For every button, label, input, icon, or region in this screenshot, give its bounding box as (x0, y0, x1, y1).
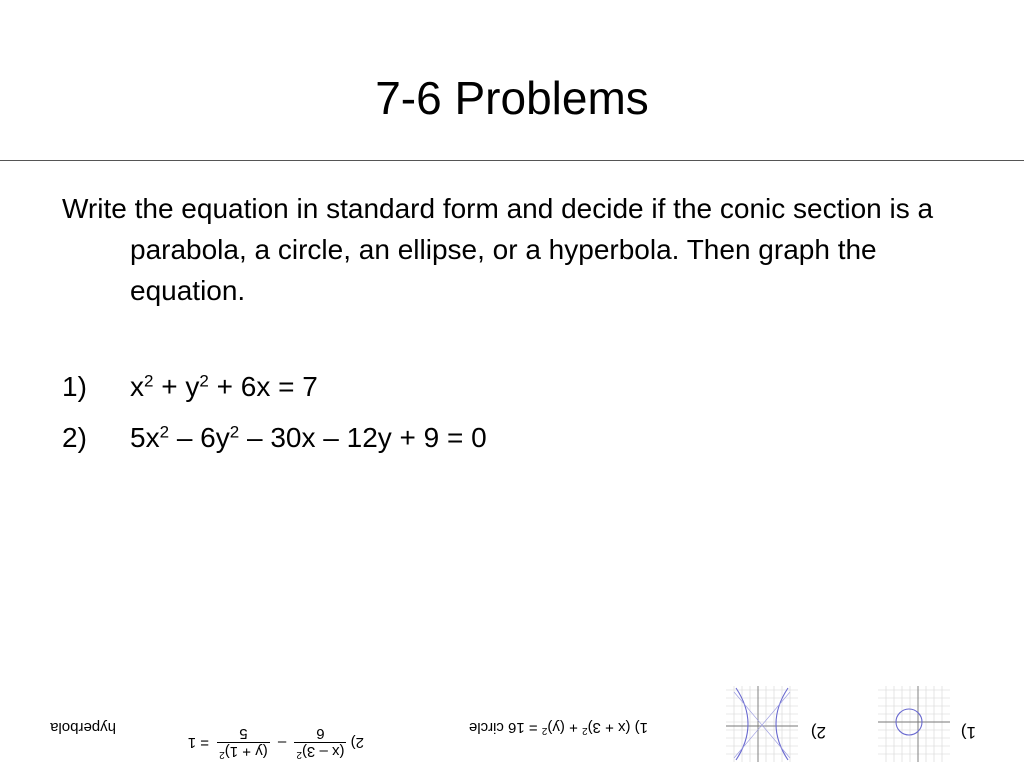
answer-1 (469, 719, 648, 736)
answer-graph-2-label: 2) (810, 723, 826, 742)
exponent: 2 (144, 371, 154, 391)
exponent: 2 (159, 422, 170, 442)
denominator: 6 (316, 725, 325, 742)
answer-text: = 16 circle (468, 719, 542, 736)
problem-number: 2) (62, 422, 87, 453)
equation-part: – 6y (169, 422, 230, 453)
answer-key (0, 682, 1024, 768)
instructions-text: Write the equation in standard form and decide if the conic section is a parabola, a circle, an ellipse, or a hyperbola. Then graph the equation. (62, 193, 934, 306)
numerator (294, 742, 346, 760)
numerator-text: (x – 3) (301, 743, 345, 760)
numerator-text: (y + 1) (224, 743, 268, 760)
answer-text: 1) (x + 3) (587, 719, 648, 736)
fraction (294, 725, 346, 760)
minus-sign: – (277, 734, 287, 751)
problem-1 (62, 370, 318, 404)
answer-text: = 1 (187, 734, 210, 751)
answer-2-type: hyperbola (50, 719, 116, 736)
slide-title: 7-6 Problems (375, 72, 649, 124)
denominator: 5 (239, 725, 248, 742)
exponent: 2 (541, 725, 548, 736)
title-divider (0, 160, 1024, 161)
exponent: 2 (199, 371, 209, 391)
exponent: 2 (219, 749, 225, 760)
equation-part: – 30x – 12y + 9 = 0 (239, 422, 487, 453)
fraction (217, 725, 270, 760)
equation-part: + y (153, 371, 200, 402)
exponent: 2 (296, 749, 302, 760)
equation-part: + 6x = 7 (208, 371, 318, 402)
answer-graph-1-label: 1) (960, 723, 976, 742)
problem-2 (62, 421, 487, 455)
answer-text: + (y) (547, 719, 582, 736)
hyperbola-graph-thumbnail (726, 686, 798, 762)
exponent: 2 (229, 422, 240, 442)
equation-part: 5x (130, 422, 160, 453)
circle-graph-thumbnail (878, 686, 950, 762)
answer-text: 2) (350, 734, 364, 751)
numerator (217, 742, 270, 760)
exponent: 2 (582, 725, 588, 736)
answer-2 (188, 725, 364, 760)
problem-number: 1) (62, 371, 87, 402)
equation-part: x (130, 371, 144, 402)
